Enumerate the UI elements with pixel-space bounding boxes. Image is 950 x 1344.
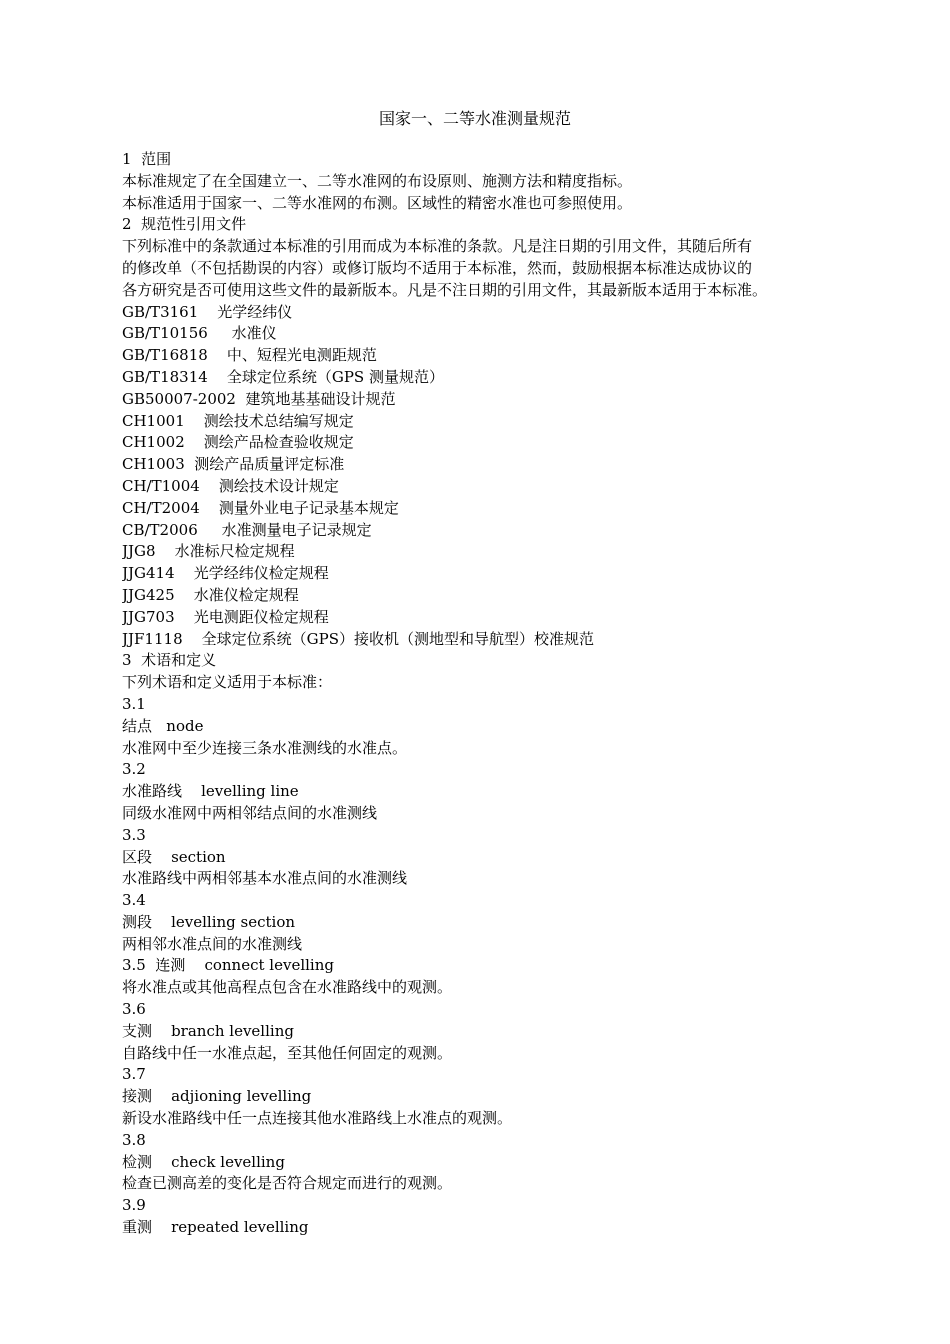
section-heading: 3 术语和定义	[122, 651, 217, 670]
term-number: 3.8	[122, 1130, 146, 1149]
term-number: 3.9	[122, 1196, 146, 1215]
term-number: 3.6	[122, 1000, 146, 1019]
term-definition: 新设水准路线中任一点连接其他水准路线上水准点的观测。	[122, 1109, 513, 1128]
term-name: 接测 adjioning levelling	[122, 1087, 312, 1106]
reference-item: CH/T2004 测量外业电子记录基本规定	[122, 498, 399, 517]
section-heading: 1 范围	[122, 150, 172, 168]
term-number: 3.4	[122, 891, 146, 910]
reference-item: CB/T2006 水准测量电子记录规定	[122, 520, 372, 539]
term-name: 重测 repeated levelling	[122, 1218, 309, 1237]
document-body	[122, 149, 834, 1239]
term-number: 3.7	[122, 1065, 146, 1084]
term-definition: 检查已测高差的变化是否符合规定而进行的观测。	[122, 1174, 453, 1193]
reference-item: JJG425 水准仪检定规程	[122, 585, 299, 604]
term-name: 检测 check levelling	[122, 1152, 285, 1171]
term-number: 3.2	[122, 760, 146, 779]
term-definition: 自路线中任一水准点起，至其他任何固定的观测。	[122, 1043, 453, 1062]
section-heading: 2 规范性引用文件	[122, 215, 247, 234]
term-number: 3.1	[122, 694, 146, 713]
reference-item: GB/T16818 中、短程光电测距规范	[122, 346, 377, 365]
term-name: 测段 levelling section	[122, 912, 296, 931]
term-name: 结点 node	[122, 716, 204, 735]
reference-item: GB50007-2002 建筑地基基础设计规范	[122, 389, 396, 408]
reference-item: GB/T18314 全球定位系统（GPS 测量规范）	[122, 367, 444, 386]
term-number: 3.3	[122, 825, 146, 844]
reference-item: JJG414 光学经纬仪检定规程	[122, 564, 329, 583]
term-name: 区段 section	[122, 847, 226, 866]
reference-item: CH1002 测绘产品检查验收规定	[122, 433, 354, 452]
term-definition: 水准路线中两相邻基本水准点间的水准测线	[122, 869, 408, 888]
document-title: 国家一、二等水准测量规范	[378, 109, 571, 128]
term-name: 支测 branch levelling	[122, 1021, 294, 1040]
term-definition: 同级水准网中两相邻结点间的水准测线	[122, 803, 378, 822]
reference-item: JJF1118 全球定位系统（GPS）接收机（测地型和导航型）校准规范	[122, 629, 595, 648]
paragraph-line: 本标准适用于国家一、二等水准网的布测。区域性的精密水准也可参照使用。	[122, 193, 633, 212]
term-definition: 将水准点或其他高程点包含在水准路线中的观测。	[122, 978, 453, 997]
reference-item: JJG703 光电测距仪检定规程	[122, 607, 329, 626]
term-name: 水准路线 levelling line	[122, 782, 299, 801]
reference-item: CH1003 测绘产品质量评定标准	[122, 455, 345, 474]
term-definition: 两相邻水准点间的水准测线	[122, 934, 303, 953]
paragraph-line: 本标准规定了在全国建立一、二等水准网的布设原则、施测方法和精度指标。	[122, 171, 633, 190]
reference-item: CH1001 测绘技术总结编写规定	[122, 411, 354, 430]
paragraph-line: 下列标准中的条款通过本标准的引用而成为本标准的条款。凡是注日期的引用文件，其随后所有	[122, 237, 753, 256]
paragraph-line: 各方研究是否可使用这些文件的最新版本。凡是不注日期的引用文件，其最新版本适用于本标准。	[122, 280, 768, 299]
reference-item: CH/T1004 测绘技术设计规定	[122, 476, 339, 495]
reference-item: GB/T10156 水准仪	[122, 324, 277, 343]
reference-item: GB/T3161 光学经纬仪	[122, 302, 293, 321]
reference-item: JJG8 水准标尺检定规程	[122, 542, 295, 561]
paragraph-line: 下列术语和定义适用于本标准：	[122, 673, 333, 692]
paragraph-line: 的修改单（不包括勘误的内容）或修订版均不适用于本标准，然而，鼓励根据本标准达成协议的	[122, 258, 753, 277]
term-name: 3.5 连测 connect levelling	[122, 956, 334, 975]
term-definition: 水准网中至少连接三条水准测线的水准点。	[122, 738, 408, 757]
